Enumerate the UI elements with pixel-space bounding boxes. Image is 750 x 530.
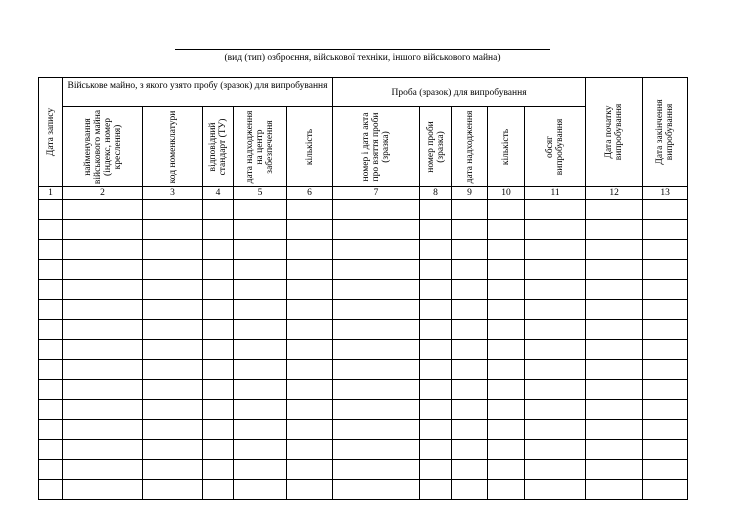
table-cell[interactable] (287, 440, 333, 460)
table-cell[interactable] (63, 340, 143, 360)
table-row (39, 220, 688, 240)
header-test-start (586, 78, 643, 187)
table-cell[interactable] (203, 220, 234, 240)
table-row (39, 240, 688, 260)
table-cell[interactable] (420, 380, 452, 400)
header-group-sample: Проба (зразок) для випробування (333, 78, 586, 107)
column-number: 4 (203, 187, 234, 200)
header-standard-label: відповідний стандарт (ТУ) (208, 118, 228, 175)
table-cell[interactable] (63, 460, 143, 480)
table-cell[interactable] (488, 260, 525, 280)
table-cell[interactable] (452, 260, 488, 280)
table-cell[interactable] (39, 420, 63, 440)
table-cell[interactable] (452, 340, 488, 360)
table-cell[interactable] (143, 400, 203, 420)
table-cell[interactable] (452, 440, 488, 460)
table-cell[interactable] (63, 400, 143, 420)
table-cell[interactable] (586, 260, 643, 280)
table-cell[interactable] (488, 480, 525, 500)
table-cell[interactable] (287, 460, 333, 480)
header-name-label: найменування військового майна (індекс, номер креслення) (82, 109, 123, 184)
table-cell[interactable] (586, 220, 643, 240)
table-cell[interactable] (287, 380, 333, 400)
table-cell[interactable] (63, 220, 143, 240)
table-cell[interactable] (643, 400, 688, 420)
table-cell[interactable] (586, 480, 643, 500)
table-cell[interactable] (420, 360, 452, 380)
caption-underline (175, 49, 550, 50)
table-cell[interactable] (39, 260, 63, 280)
table-row (39, 280, 688, 300)
table-cell[interactable] (143, 320, 203, 340)
table-cell[interactable] (234, 400, 287, 420)
table-cell[interactable] (333, 440, 420, 460)
table-cell[interactable] (488, 320, 525, 340)
table-cell[interactable] (525, 320, 586, 340)
table-cell[interactable] (287, 320, 333, 340)
table-cell[interactable] (333, 260, 420, 280)
table-cell[interactable] (488, 440, 525, 460)
table-cell[interactable] (63, 280, 143, 300)
table-cell[interactable] (420, 460, 452, 480)
table-cell[interactable] (420, 420, 452, 440)
column-number: 6 (287, 187, 333, 200)
table-cell[interactable] (63, 440, 143, 460)
table-cell[interactable] (333, 400, 420, 420)
table-cell[interactable] (643, 280, 688, 300)
table-cell[interactable] (525, 480, 586, 500)
table-row (39, 420, 688, 440)
table-cell[interactable] (39, 200, 63, 220)
table-cell[interactable] (287, 200, 333, 220)
table-cell[interactable] (63, 240, 143, 260)
header-name (63, 107, 143, 187)
column-number: 10 (488, 187, 525, 200)
table-cell[interactable] (287, 400, 333, 420)
table-cell[interactable] (39, 240, 63, 260)
header-sample-quantity-label: кількість (501, 128, 511, 165)
table-cell[interactable] (143, 380, 203, 400)
header-nomenclature-code (143, 107, 203, 187)
table-cell[interactable] (63, 320, 143, 340)
table-cell[interactable] (643, 300, 688, 320)
table-cell[interactable] (333, 420, 420, 440)
table-cell[interactable] (525, 460, 586, 480)
header-act-number (333, 107, 420, 187)
table-cell[interactable] (452, 380, 488, 400)
table-cell[interactable] (488, 220, 525, 240)
table-cell[interactable] (488, 460, 525, 480)
header-arrival-date (234, 107, 287, 187)
table-cell[interactable] (143, 360, 203, 380)
table-cell[interactable] (488, 200, 525, 220)
table-row (39, 340, 688, 360)
column-number: 3 (143, 187, 203, 200)
table-cell[interactable] (452, 200, 488, 220)
table-cell[interactable] (420, 200, 452, 220)
table-row (39, 200, 688, 220)
table-cell[interactable] (452, 280, 488, 300)
table-cell[interactable] (234, 440, 287, 460)
table-cell[interactable] (586, 420, 643, 440)
table-cell[interactable] (525, 260, 586, 280)
table-row (39, 440, 688, 460)
table-cell[interactable] (143, 200, 203, 220)
table-cell[interactable] (488, 280, 525, 300)
table-cell[interactable] (143, 340, 203, 360)
table-cell[interactable] (525, 200, 586, 220)
table-row (39, 320, 688, 340)
table-cell[interactable] (586, 380, 643, 400)
table-cell[interactable] (203, 260, 234, 280)
table-cell[interactable] (39, 320, 63, 340)
table-cell[interactable] (203, 360, 234, 380)
table-cell[interactable] (452, 360, 488, 380)
table-cell[interactable] (287, 260, 333, 280)
table-cell[interactable] (452, 420, 488, 440)
table-cell[interactable] (63, 480, 143, 500)
header-test-volume (525, 107, 586, 187)
table-cell[interactable] (333, 320, 420, 340)
table-row (39, 360, 688, 380)
table-cell[interactable] (63, 420, 143, 440)
table-cell[interactable] (643, 480, 688, 500)
table-cell[interactable] (586, 460, 643, 480)
table-cell[interactable] (488, 300, 525, 320)
table-cell[interactable] (287, 240, 333, 260)
table-cell[interactable] (525, 440, 586, 460)
column-number: 12 (586, 187, 643, 200)
table-cell[interactable] (525, 360, 586, 380)
table-cell[interactable] (420, 260, 452, 280)
header-standard (203, 107, 234, 187)
table-cell[interactable] (525, 400, 586, 420)
table-cell[interactable] (420, 220, 452, 240)
column-number: 5 (234, 187, 287, 200)
header-sample-number (420, 107, 452, 187)
table-cell[interactable] (39, 440, 63, 460)
table-cell[interactable] (488, 400, 525, 420)
table-cell[interactable] (39, 400, 63, 420)
header-nomenclature-code-label: код номенклатури (167, 110, 178, 183)
table-cell[interactable] (39, 480, 63, 500)
column-number-row (39, 187, 688, 200)
table-cell[interactable] (39, 460, 63, 480)
header-test-end-label: Дата закінчення випробування (655, 99, 676, 165)
column-number: 7 (333, 187, 420, 200)
table-cell[interactable] (287, 300, 333, 320)
table-cell[interactable] (420, 440, 452, 460)
header-quantity (287, 107, 333, 187)
table-row (39, 260, 688, 280)
table-cell[interactable] (234, 280, 287, 300)
table-cell[interactable] (143, 240, 203, 260)
table-cell[interactable] (643, 260, 688, 280)
table-cell[interactable] (234, 320, 287, 340)
table-cell[interactable] (234, 200, 287, 220)
table-cell[interactable] (39, 220, 63, 240)
table-cell[interactable] (488, 340, 525, 360)
header-sample-arrival-date (452, 107, 488, 187)
header-test-volume-label: обсяг випробування (545, 118, 566, 175)
table-cell[interactable] (234, 480, 287, 500)
table-cell[interactable] (143, 220, 203, 240)
table-cell[interactable] (586, 300, 643, 320)
table-cell[interactable] (63, 380, 143, 400)
table-cell[interactable] (234, 460, 287, 480)
table-cell[interactable] (452, 320, 488, 340)
table-cell[interactable] (333, 460, 420, 480)
table-cell[interactable] (452, 300, 488, 320)
table-cell[interactable] (203, 340, 234, 360)
table-cell[interactable] (203, 400, 234, 420)
table-cell[interactable] (420, 400, 452, 420)
table-cell[interactable] (234, 260, 287, 280)
table-cell[interactable] (525, 240, 586, 260)
table-row (39, 380, 688, 400)
table-row (39, 400, 688, 420)
table-cell[interactable] (333, 220, 420, 240)
table-cell[interactable] (143, 440, 203, 460)
column-number: 11 (525, 187, 586, 200)
column-number: 1 (39, 187, 63, 200)
table-cell[interactable] (525, 340, 586, 360)
table-cell[interactable] (420, 240, 452, 260)
header-test-start-label: Дата початку випробування (604, 103, 625, 161)
table-cell[interactable] (143, 300, 203, 320)
header-quantity-label: кількість (304, 128, 315, 165)
table-cell[interactable] (586, 360, 643, 380)
table-cell[interactable] (333, 200, 420, 220)
table-cell[interactable] (420, 300, 452, 320)
table-cell[interactable] (525, 280, 586, 300)
table-cell[interactable] (287, 340, 333, 360)
column-number: 2 (63, 187, 143, 200)
table-cell[interactable] (643, 380, 688, 400)
table-cell[interactable] (287, 220, 333, 240)
table-cell[interactable] (488, 240, 525, 260)
table-cell[interactable] (420, 480, 452, 500)
table-cell[interactable] (203, 320, 234, 340)
table-cell[interactable] (525, 380, 586, 400)
header-sample-quantity (488, 107, 525, 187)
table-cell[interactable] (143, 260, 203, 280)
table-cell[interactable] (287, 480, 333, 500)
table-cell[interactable] (203, 240, 234, 260)
table-cell[interactable] (488, 420, 525, 440)
table-cell[interactable] (525, 420, 586, 440)
table-cell[interactable] (63, 300, 143, 320)
table-cell[interactable] (586, 280, 643, 300)
table-cell[interactable] (525, 300, 586, 320)
table-cell[interactable] (333, 340, 420, 360)
table-cell[interactable] (63, 360, 143, 380)
table-cell[interactable] (643, 440, 688, 460)
table-cell[interactable] (234, 340, 287, 360)
table-row (39, 480, 688, 500)
table-cell[interactable] (586, 240, 643, 260)
table-cell[interactable] (586, 440, 643, 460)
table-cell[interactable] (333, 240, 420, 260)
table-cell[interactable] (234, 420, 287, 440)
table-cell[interactable] (143, 420, 203, 440)
table-cell[interactable] (203, 420, 234, 440)
table-cell[interactable] (333, 280, 420, 300)
table-row (39, 460, 688, 480)
table-cell[interactable] (586, 200, 643, 220)
table-cell[interactable] (452, 460, 488, 480)
table-cell[interactable] (452, 480, 488, 500)
table-cell[interactable] (586, 400, 643, 420)
table-cell[interactable] (333, 300, 420, 320)
test-journal-table (38, 77, 688, 500)
table-cell[interactable] (234, 360, 287, 380)
table-cell[interactable] (643, 220, 688, 240)
table-cell[interactable] (143, 480, 203, 500)
table-cell[interactable] (39, 340, 63, 360)
table-cell[interactable] (452, 400, 488, 420)
table-cell[interactable] (420, 280, 452, 300)
table-cell[interactable] (203, 440, 234, 460)
table-cell[interactable] (643, 340, 688, 360)
table-cell[interactable] (333, 480, 420, 500)
table-cell[interactable] (643, 420, 688, 440)
table-cell[interactable] (287, 360, 333, 380)
column-number: 13 (643, 187, 688, 200)
table-row (39, 300, 688, 320)
form-caption: (вид (тип) озброєння, військової техніки, іншого військового майна) (224, 53, 501, 63)
table-cell[interactable] (234, 300, 287, 320)
table-cell[interactable] (234, 380, 287, 400)
table-cell[interactable] (63, 260, 143, 280)
column-number: 8 (420, 187, 452, 200)
table-cell[interactable] (63, 200, 143, 220)
table-cell[interactable] (203, 200, 234, 220)
table-cell[interactable] (643, 200, 688, 220)
table-cell[interactable] (287, 280, 333, 300)
table-cell[interactable] (586, 340, 643, 360)
header-record-date-label: Дата запису (45, 107, 56, 157)
header-test-end (643, 78, 688, 187)
table-cell[interactable] (452, 220, 488, 240)
header-arrival-date-label: дата надходження на центр забезпечення (245, 110, 275, 183)
table-cell[interactable] (643, 460, 688, 480)
table-cell[interactable] (643, 240, 688, 260)
table-cell[interactable] (203, 380, 234, 400)
table-cell[interactable] (488, 380, 525, 400)
table-cell[interactable] (586, 320, 643, 340)
table-cell[interactable] (143, 460, 203, 480)
header-sample-arrival-date-label: дата надходження (464, 110, 475, 183)
table-cell[interactable] (143, 280, 203, 300)
header-record-date (39, 78, 63, 187)
header-sample-number-label: номер проби (зразка) (425, 120, 446, 173)
table-cell[interactable] (333, 360, 420, 380)
table-cell[interactable] (203, 300, 234, 320)
table-cell[interactable] (488, 360, 525, 380)
table-cell[interactable] (234, 240, 287, 260)
table-cell[interactable] (643, 320, 688, 340)
table-cell[interactable] (203, 480, 234, 500)
table-cell[interactable] (287, 420, 333, 440)
table-cell[interactable] (39, 280, 63, 300)
header-act-number-label: номер і дата акта про взяття проби (зразка) (361, 112, 391, 181)
table-cell[interactable] (234, 220, 287, 240)
table-cell[interactable] (203, 280, 234, 300)
header-group-property: Військове майно, з якого узято пробу (зразок) для випробування (63, 78, 333, 107)
table-cell[interactable] (39, 360, 63, 380)
table-cell[interactable] (452, 240, 488, 260)
table-cell[interactable] (203, 460, 234, 480)
table-cell[interactable] (525, 220, 586, 240)
table-cell[interactable] (39, 380, 63, 400)
table-cell[interactable] (333, 380, 420, 400)
column-number: 9 (452, 187, 488, 200)
table-cell[interactable] (420, 340, 452, 360)
table-cell[interactable] (420, 320, 452, 340)
table-cell[interactable] (39, 300, 63, 320)
table-cell[interactable] (643, 360, 688, 380)
